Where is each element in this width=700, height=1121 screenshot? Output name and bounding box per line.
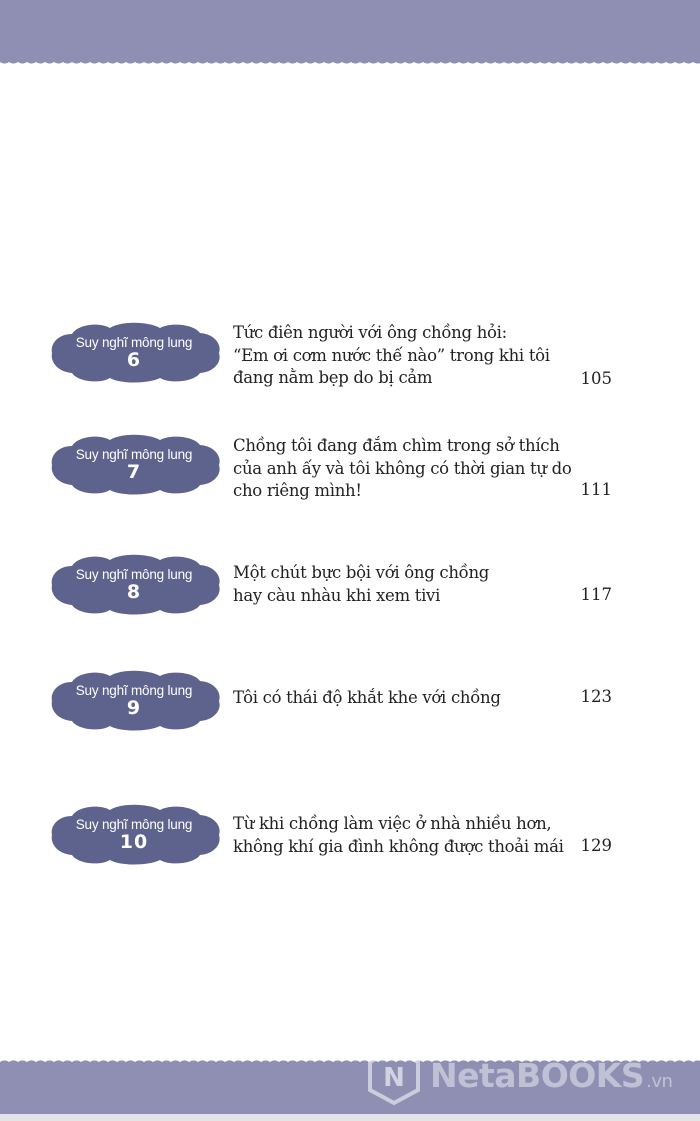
page-number: 111 — [580, 480, 612, 499]
entry-title — [233, 687, 573, 710]
netabooks-logo-icon — [364, 1046, 424, 1106]
badge-label: Suy nghĩ mông lung — [75, 447, 193, 462]
entry-title-line: đang nằm bẹp do bị cảm — [233, 368, 433, 387]
entry-title-line: của anh ấy và tôi không có thời gian tự do — [233, 458, 572, 478]
entry-title-line: Chồng tôi đang đắm chìm trong sở thích — [233, 436, 560, 455]
section-badge — [48, 434, 222, 496]
svg-text:N: N — [383, 1063, 405, 1093]
watermark-brand: NetaBOOKS — [430, 1056, 645, 1095]
entry-title — [233, 322, 573, 390]
badge-number: 9 — [126, 697, 142, 719]
netabooks-watermark — [364, 1046, 694, 1106]
entry-title-line: không khí gia đình không được thoải mái — [233, 836, 564, 856]
section-badge — [48, 554, 222, 616]
badge-label: Suy nghĩ mông lung — [75, 335, 193, 350]
badge-number: 8 — [126, 581, 142, 603]
entry-title-line: “Em ơi cơm nước thế nào” trong khi tôi — [233, 345, 550, 365]
entry-title-line: Tức điên người với ông chồng hỏi: — [233, 323, 507, 342]
top-decorative-band — [0, 0, 700, 62]
entry-title — [233, 562, 573, 607]
entry-title-line: Một chút bực bội với ông chồng — [233, 563, 490, 582]
page-number: 105 — [580, 369, 612, 388]
entry-title — [233, 813, 573, 858]
badge-label: Suy nghĩ mông lung — [75, 683, 193, 698]
section-badge — [48, 670, 222, 732]
top-wave-edge — [0, 58, 700, 66]
entry-title — [233, 435, 573, 503]
page-number: 117 — [580, 585, 612, 604]
entry-title-line: cho riêng mình! — [233, 481, 362, 500]
entry-title-line: Tôi có thái độ khắt khe với chồng — [233, 688, 501, 707]
badge-label: Suy nghĩ mông lung — [75, 567, 193, 582]
section-badge — [48, 322, 222, 384]
badge-number: 10 — [119, 831, 149, 853]
badge-number: 7 — [126, 461, 142, 483]
page-number: 123 — [580, 687, 612, 706]
entry-title-line: Từ khi chồng làm việc ở nhà nhiều hơn, — [233, 814, 552, 833]
page-number: 129 — [580, 836, 612, 855]
badge-label: Suy nghĩ mông lung — [75, 817, 193, 832]
page-bottom-edge — [0, 1114, 700, 1121]
section-badge — [48, 804, 222, 866]
entry-title-line: hay càu nhàu khi xem tivi — [233, 585, 441, 605]
badge-number: 6 — [126, 349, 142, 371]
watermark-suffix: .vn — [646, 1071, 673, 1092]
watermark-text — [430, 1056, 672, 1095]
